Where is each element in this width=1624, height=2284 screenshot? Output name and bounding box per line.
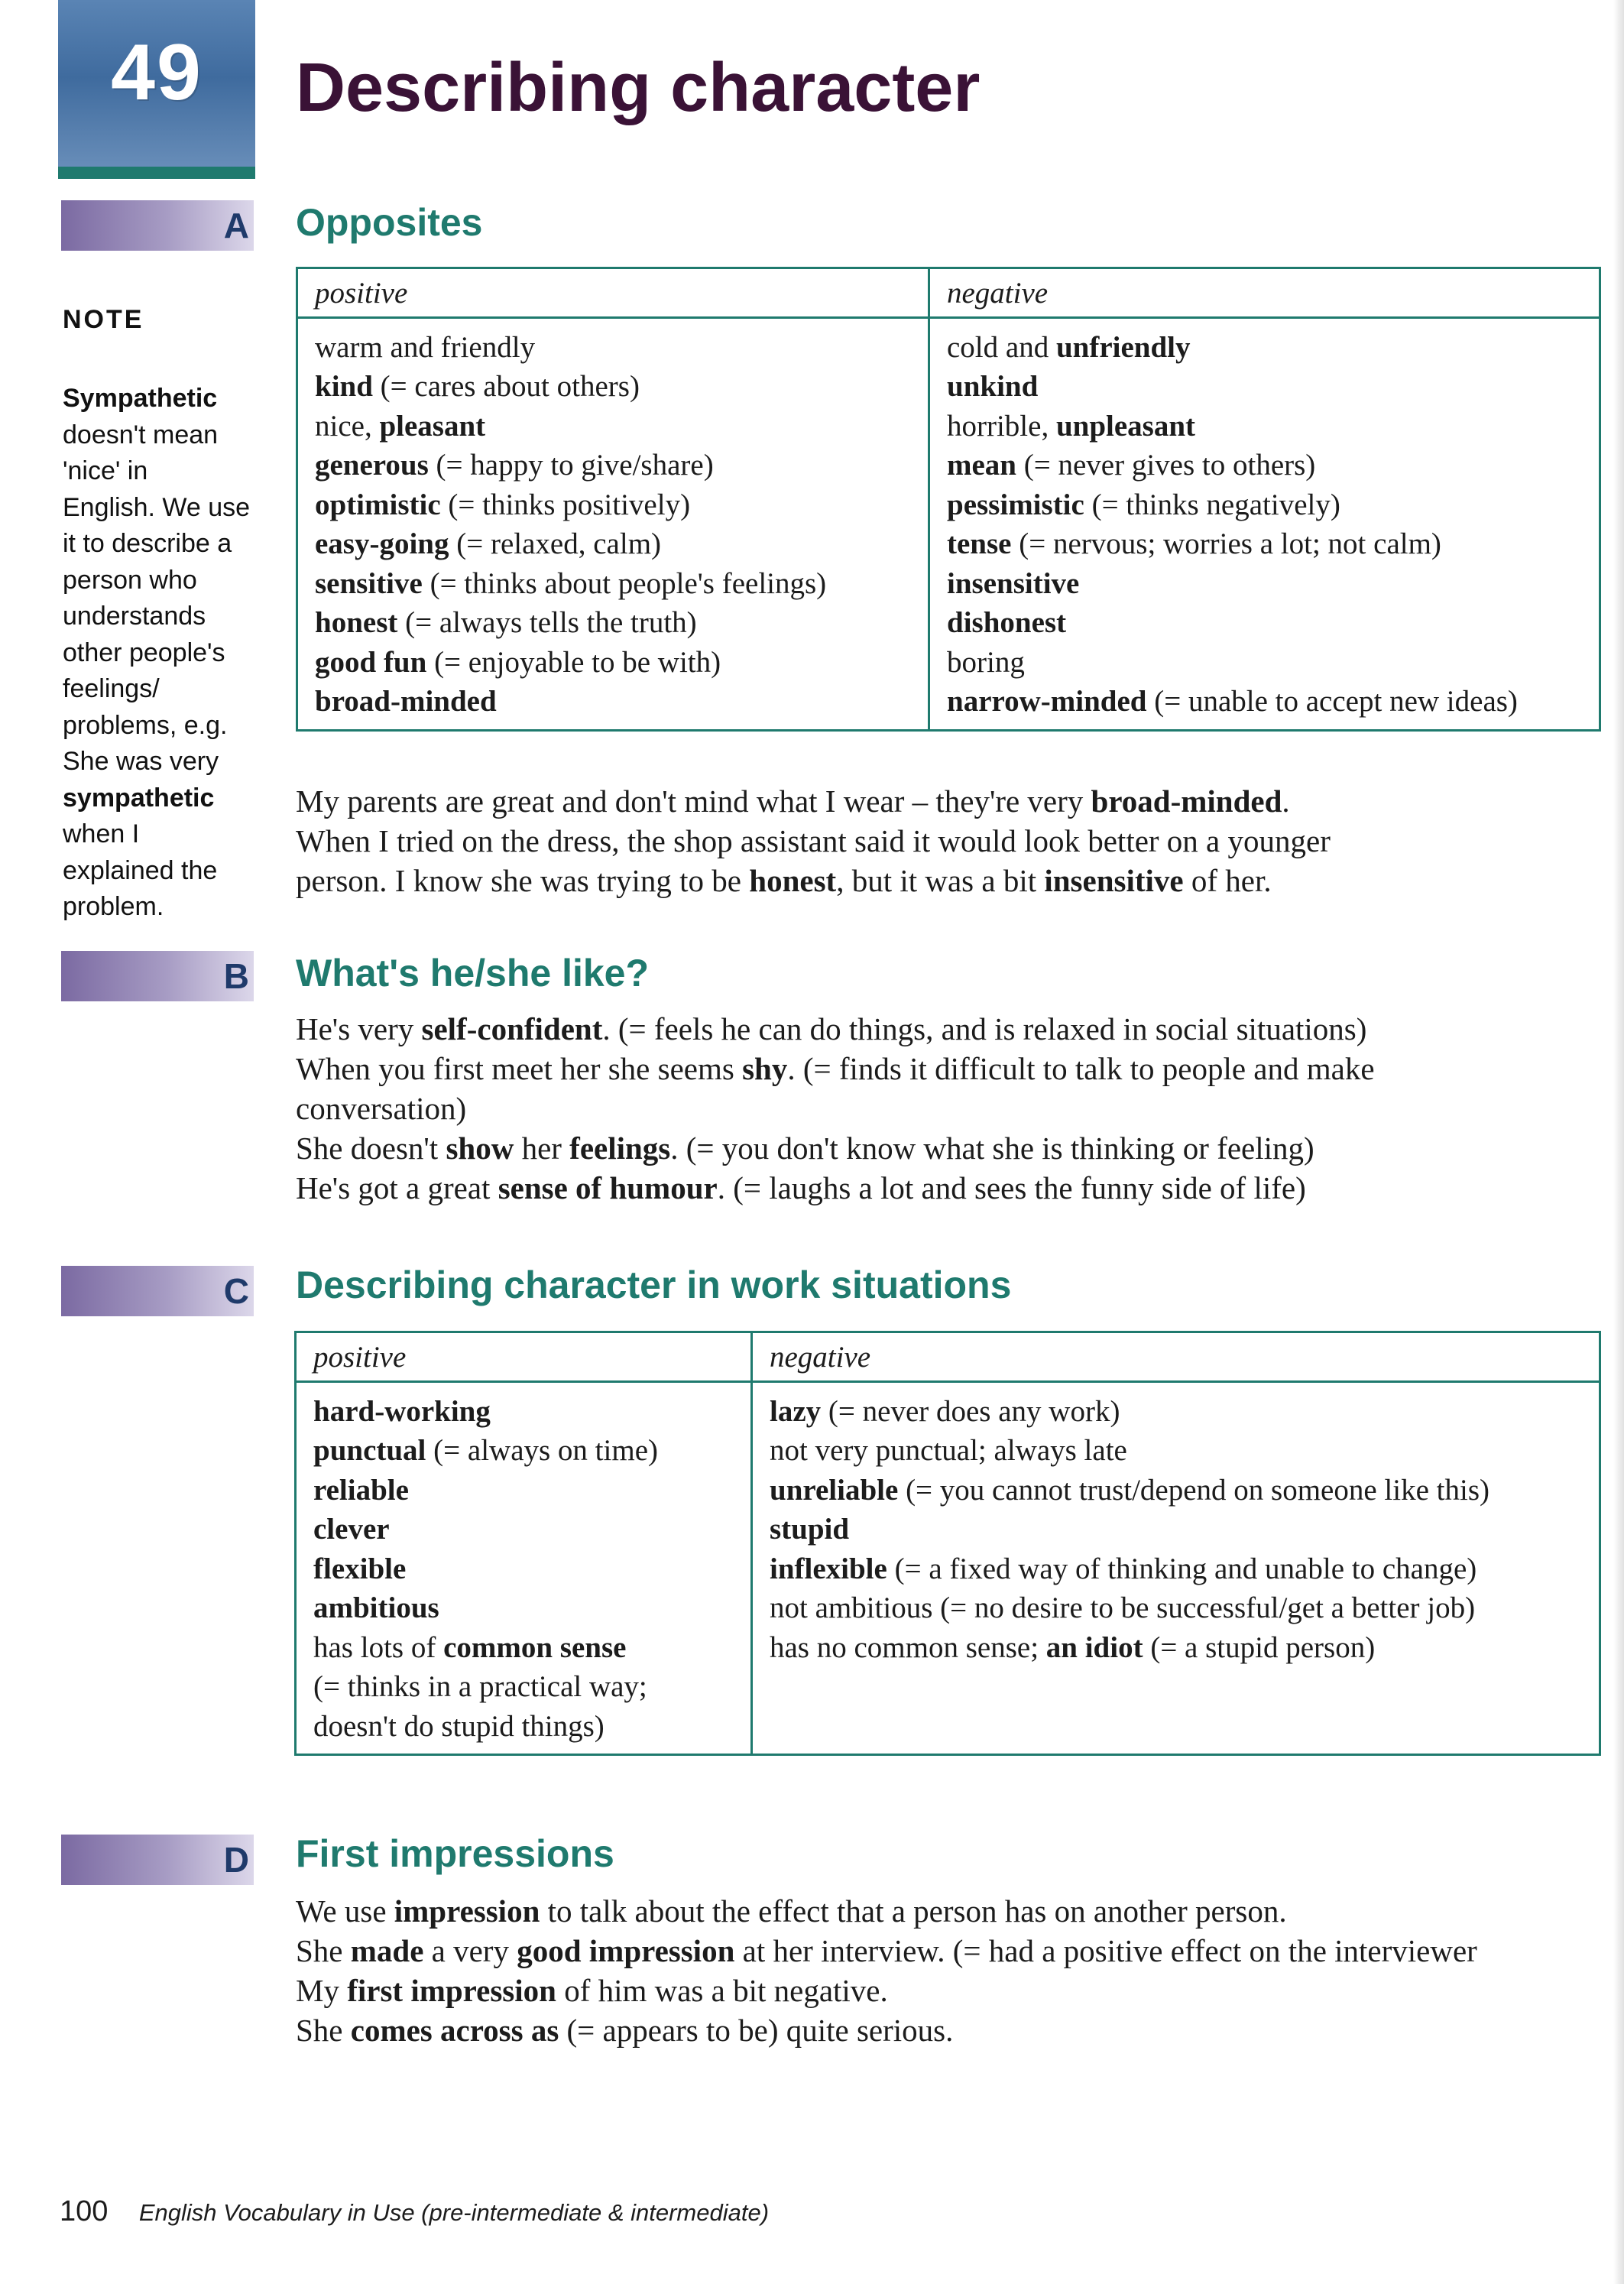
note-segment: Sympathetic bbox=[63, 384, 218, 413]
key-word: insensitive bbox=[947, 566, 1080, 600]
text-span: . (= you don't know what she is thinking or feeling) bbox=[670, 1131, 1314, 1166]
book-title: English Vocabulary in Use (pre-intermediate & intermediate) bbox=[138, 2199, 770, 2226]
text-span: boring bbox=[947, 645, 1025, 679]
section-a-examples bbox=[296, 781, 1331, 900]
text-span: (= never does any work) bbox=[821, 1394, 1120, 1428]
example-line bbox=[296, 1088, 1375, 1128]
text-span: (= enjoyable to be with) bbox=[426, 645, 721, 679]
section-d-examples bbox=[296, 1891, 1477, 2050]
text-span: not very punctual; always late bbox=[770, 1434, 1127, 1467]
vocab-entry bbox=[315, 682, 911, 722]
vocab-entry bbox=[313, 1392, 734, 1432]
text-span: She bbox=[296, 1933, 351, 1968]
key-word: tense bbox=[947, 527, 1012, 560]
text-span: When I tried on the dress, the shop assistant said it would look better on a younger bbox=[296, 823, 1331, 858]
text-span: doesn't do stupid things) bbox=[313, 1709, 605, 1743]
text-span: (= thinks in a practical way; bbox=[313, 1670, 647, 1703]
key-word: mean bbox=[947, 449, 1016, 482]
work-character-table bbox=[294, 1331, 1601, 1756]
example-line bbox=[296, 1971, 1477, 2010]
positive-column bbox=[296, 1381, 752, 1755]
text-span: (= happy to give/share) bbox=[428, 449, 714, 482]
note-segment: sympathetic bbox=[63, 783, 215, 813]
page-title: Describing character bbox=[296, 50, 981, 126]
vocab-entry bbox=[770, 1510, 1582, 1549]
vocab-entry bbox=[770, 1549, 1582, 1589]
key-word: impression bbox=[394, 1893, 540, 1929]
key-word: self-confident bbox=[421, 1011, 603, 1046]
vocab-entry bbox=[770, 1471, 1582, 1510]
text-span: She doesn't bbox=[296, 1131, 446, 1166]
text-span: (= thinks positively) bbox=[440, 488, 691, 521]
key-word: lazy bbox=[770, 1394, 822, 1428]
section-letter-c: C bbox=[223, 1271, 249, 1311]
vocab-entry bbox=[313, 1707, 734, 1747]
key-word: pessimistic bbox=[947, 488, 1084, 521]
example-line bbox=[296, 1891, 1477, 1931]
key-word: first impression bbox=[347, 1973, 556, 2008]
key-word: unkind bbox=[947, 370, 1039, 403]
vocab-entry bbox=[315, 446, 911, 485]
vocab-entry bbox=[947, 682, 1582, 722]
key-word: sense of humour bbox=[498, 1170, 718, 1205]
vocab-entry bbox=[313, 1471, 734, 1510]
text-span: When you first meet her she seems bbox=[296, 1051, 743, 1086]
key-word: optimistic bbox=[315, 488, 441, 521]
text-span: (= thinks negatively) bbox=[1084, 488, 1340, 521]
key-word: good impression bbox=[517, 1933, 735, 1968]
text-span: of her. bbox=[1183, 863, 1272, 898]
key-word: unreliable bbox=[770, 1473, 899, 1507]
vocab-entry bbox=[770, 1588, 1582, 1628]
vocab-entry bbox=[947, 564, 1582, 604]
section-heading-a: Opposites bbox=[296, 201, 483, 244]
key-word: made bbox=[350, 1933, 424, 1968]
opposites-table bbox=[296, 267, 1601, 732]
text-span: (= always on time) bbox=[426, 1434, 658, 1467]
text-span: conversation) bbox=[296, 1091, 467, 1126]
vocab-entry bbox=[315, 485, 911, 525]
key-word: kind bbox=[315, 370, 373, 403]
key-word: common sense bbox=[443, 1630, 627, 1664]
key-word: hard-working bbox=[313, 1394, 491, 1428]
text-span: (= cares about others) bbox=[372, 370, 640, 403]
key-word: reliable bbox=[313, 1473, 409, 1507]
section-b-examples bbox=[296, 1009, 1375, 1208]
page-edge-shadow bbox=[1613, 0, 1624, 2284]
key-word: inflexible bbox=[770, 1552, 887, 1585]
negative-column bbox=[752, 1381, 1600, 1755]
vocab-entry bbox=[315, 643, 911, 683]
text-span: a very bbox=[423, 1933, 517, 1968]
unit-number: 49 bbox=[111, 28, 203, 117]
vocab-entry bbox=[947, 524, 1582, 564]
page-number: 100 bbox=[60, 2195, 109, 2227]
vocab-entry bbox=[315, 564, 911, 604]
vocab-entry bbox=[313, 1431, 734, 1471]
text-span: (= you cannot trust/depend on someone like this) bbox=[898, 1473, 1489, 1507]
example-line bbox=[296, 1009, 1375, 1049]
note-text bbox=[63, 345, 261, 926]
vocab-entry bbox=[947, 446, 1582, 485]
text-span: (= unable to accept new ideas) bbox=[1146, 685, 1518, 718]
text-span: nice, bbox=[315, 409, 380, 443]
text-span: . (= laughs a lot and sees the funny side of life) bbox=[717, 1170, 1306, 1205]
table-header-positive: positive bbox=[297, 268, 929, 318]
text-span: warm and friendly bbox=[315, 330, 536, 364]
section-heading-b: What's he/she like? bbox=[296, 952, 650, 994]
vocab-entry bbox=[313, 1510, 734, 1549]
text-span: her bbox=[514, 1131, 570, 1166]
key-word: honest bbox=[749, 863, 837, 898]
section-marker-c bbox=[61, 1266, 254, 1316]
vocab-entry bbox=[947, 367, 1582, 407]
section-heading-c: Describing character in work situations bbox=[296, 1264, 1012, 1306]
key-word: clever bbox=[313, 1513, 390, 1546]
text-span: (= always tells the truth) bbox=[397, 606, 697, 639]
table-header-positive: positive bbox=[296, 1332, 752, 1382]
example-line bbox=[296, 821, 1331, 861]
example-line bbox=[296, 781, 1331, 821]
key-word: generous bbox=[315, 449, 429, 482]
vocab-entry bbox=[770, 1392, 1582, 1432]
key-word: unfriendly bbox=[1055, 330, 1191, 364]
text-span: (= appears to be) quite serious. bbox=[559, 2013, 954, 2048]
vocab-entry bbox=[947, 485, 1582, 525]
key-word: broad-minded bbox=[1091, 784, 1282, 819]
text-span: of him was a bit negative. bbox=[556, 1973, 888, 2008]
text-span: , but it was a bit bbox=[836, 863, 1045, 898]
text-span: person. I know she was trying to be bbox=[296, 863, 750, 898]
positive-column bbox=[297, 317, 929, 730]
key-word: stupid bbox=[770, 1513, 850, 1546]
table-header-negative: negative bbox=[752, 1332, 1600, 1382]
key-word: an idiot bbox=[1045, 1630, 1143, 1664]
text-span: We use bbox=[296, 1893, 394, 1929]
note-sidebar bbox=[63, 302, 261, 926]
unit-block-stripe bbox=[58, 167, 255, 179]
key-word: dishonest bbox=[947, 606, 1067, 639]
vocab-entry bbox=[315, 603, 911, 643]
page-footer bbox=[60, 2195, 769, 2228]
text-span: . (= feels he can do things, and is relaxed in social situations) bbox=[602, 1011, 1367, 1046]
note-segment: when I explained the problem. bbox=[63, 819, 218, 921]
section-letter-d: D bbox=[223, 1840, 249, 1880]
key-word: pleasant bbox=[379, 409, 486, 443]
key-word: feelings bbox=[569, 1131, 671, 1166]
text-span: She bbox=[296, 2013, 351, 2048]
vocab-entry bbox=[315, 524, 911, 564]
vocab-entry bbox=[770, 1628, 1582, 1668]
text-span: at her interview. (= had a positive effect on the interviewer bbox=[734, 1933, 1477, 1968]
text-span: . bbox=[1282, 784, 1290, 819]
key-word: easy-going bbox=[315, 527, 449, 560]
text-span: (= a stupid person) bbox=[1143, 1630, 1376, 1664]
section-letter-b: B bbox=[223, 956, 249, 996]
section-letter-a: A bbox=[223, 206, 249, 245]
key-word: good fun bbox=[315, 645, 427, 679]
vocab-entry bbox=[947, 603, 1582, 643]
table-header-negative: negative bbox=[929, 268, 1600, 318]
text-span: . (= finds it difficult to talk to people and make bbox=[787, 1051, 1375, 1086]
negative-column bbox=[929, 317, 1600, 730]
vocab-entry bbox=[947, 643, 1582, 683]
section-marker-b bbox=[61, 951, 254, 1001]
vocab-entry bbox=[315, 367, 911, 407]
note-segment: doesn't mean 'nice' in English. We use it to describe a person who understands other people's feelings/ problems, e.g. She was very bbox=[63, 420, 251, 776]
key-word: broad-minded bbox=[315, 685, 497, 718]
example-line bbox=[296, 1049, 1375, 1088]
vocab-entry bbox=[770, 1431, 1582, 1471]
vocab-entry bbox=[313, 1588, 734, 1628]
example-line bbox=[296, 1128, 1375, 1168]
text-span: (= a fixed way of thinking and unable to change) bbox=[887, 1552, 1477, 1585]
key-word: show bbox=[446, 1131, 514, 1166]
example-line bbox=[296, 1168, 1375, 1208]
key-word: sensitive bbox=[315, 566, 423, 600]
text-span: (= thinks about people's feelings) bbox=[422, 566, 827, 600]
vocab-entry bbox=[947, 328, 1582, 368]
vocab-entry bbox=[315, 328, 911, 368]
text-span: My parents are great and don't mind what I wear – they're very bbox=[296, 784, 1091, 819]
section-marker-d bbox=[61, 1835, 254, 1885]
text-span: not ambitious (= no desire to be successful/get a better job) bbox=[770, 1591, 1476, 1624]
text-span: He's got a great bbox=[296, 1170, 498, 1205]
example-line bbox=[296, 861, 1331, 900]
text-span: has lots of bbox=[313, 1630, 444, 1664]
section-marker-a bbox=[61, 200, 254, 251]
key-word: honest bbox=[315, 606, 398, 639]
key-word: ambitious bbox=[313, 1591, 439, 1624]
text-span: cold and bbox=[947, 330, 1056, 364]
key-word: narrow-minded bbox=[947, 685, 1147, 718]
text-span: (= never gives to others) bbox=[1016, 449, 1316, 482]
example-line bbox=[296, 1931, 1477, 1971]
text-span: My bbox=[296, 1973, 348, 2008]
example-line bbox=[296, 2010, 1477, 2050]
text-span: (= relaxed, calm) bbox=[449, 527, 662, 560]
section-heading-d: First impressions bbox=[296, 1832, 614, 1875]
vocab-entry bbox=[313, 1549, 734, 1589]
text-span: has no common sense; bbox=[770, 1630, 1046, 1664]
vocab-entry bbox=[313, 1667, 734, 1707]
text-span: to talk about the effect that a person has on another person. bbox=[540, 1893, 1287, 1929]
text-span: horrible, bbox=[947, 409, 1056, 443]
key-word: insensitive bbox=[1044, 863, 1184, 898]
note-label: NOTE bbox=[63, 305, 144, 334]
key-word: shy bbox=[742, 1051, 788, 1086]
vocab-entry bbox=[313, 1628, 734, 1668]
text-span: (= nervous; worries a lot; not calm) bbox=[1011, 527, 1441, 560]
text-span: He's very bbox=[296, 1011, 422, 1046]
key-word: flexible bbox=[313, 1552, 407, 1585]
key-word: unpleasant bbox=[1055, 409, 1196, 443]
key-word: punctual bbox=[313, 1434, 426, 1467]
key-word: comes across as bbox=[350, 2013, 559, 2048]
vocab-entry bbox=[315, 407, 911, 446]
vocab-entry bbox=[947, 407, 1582, 446]
